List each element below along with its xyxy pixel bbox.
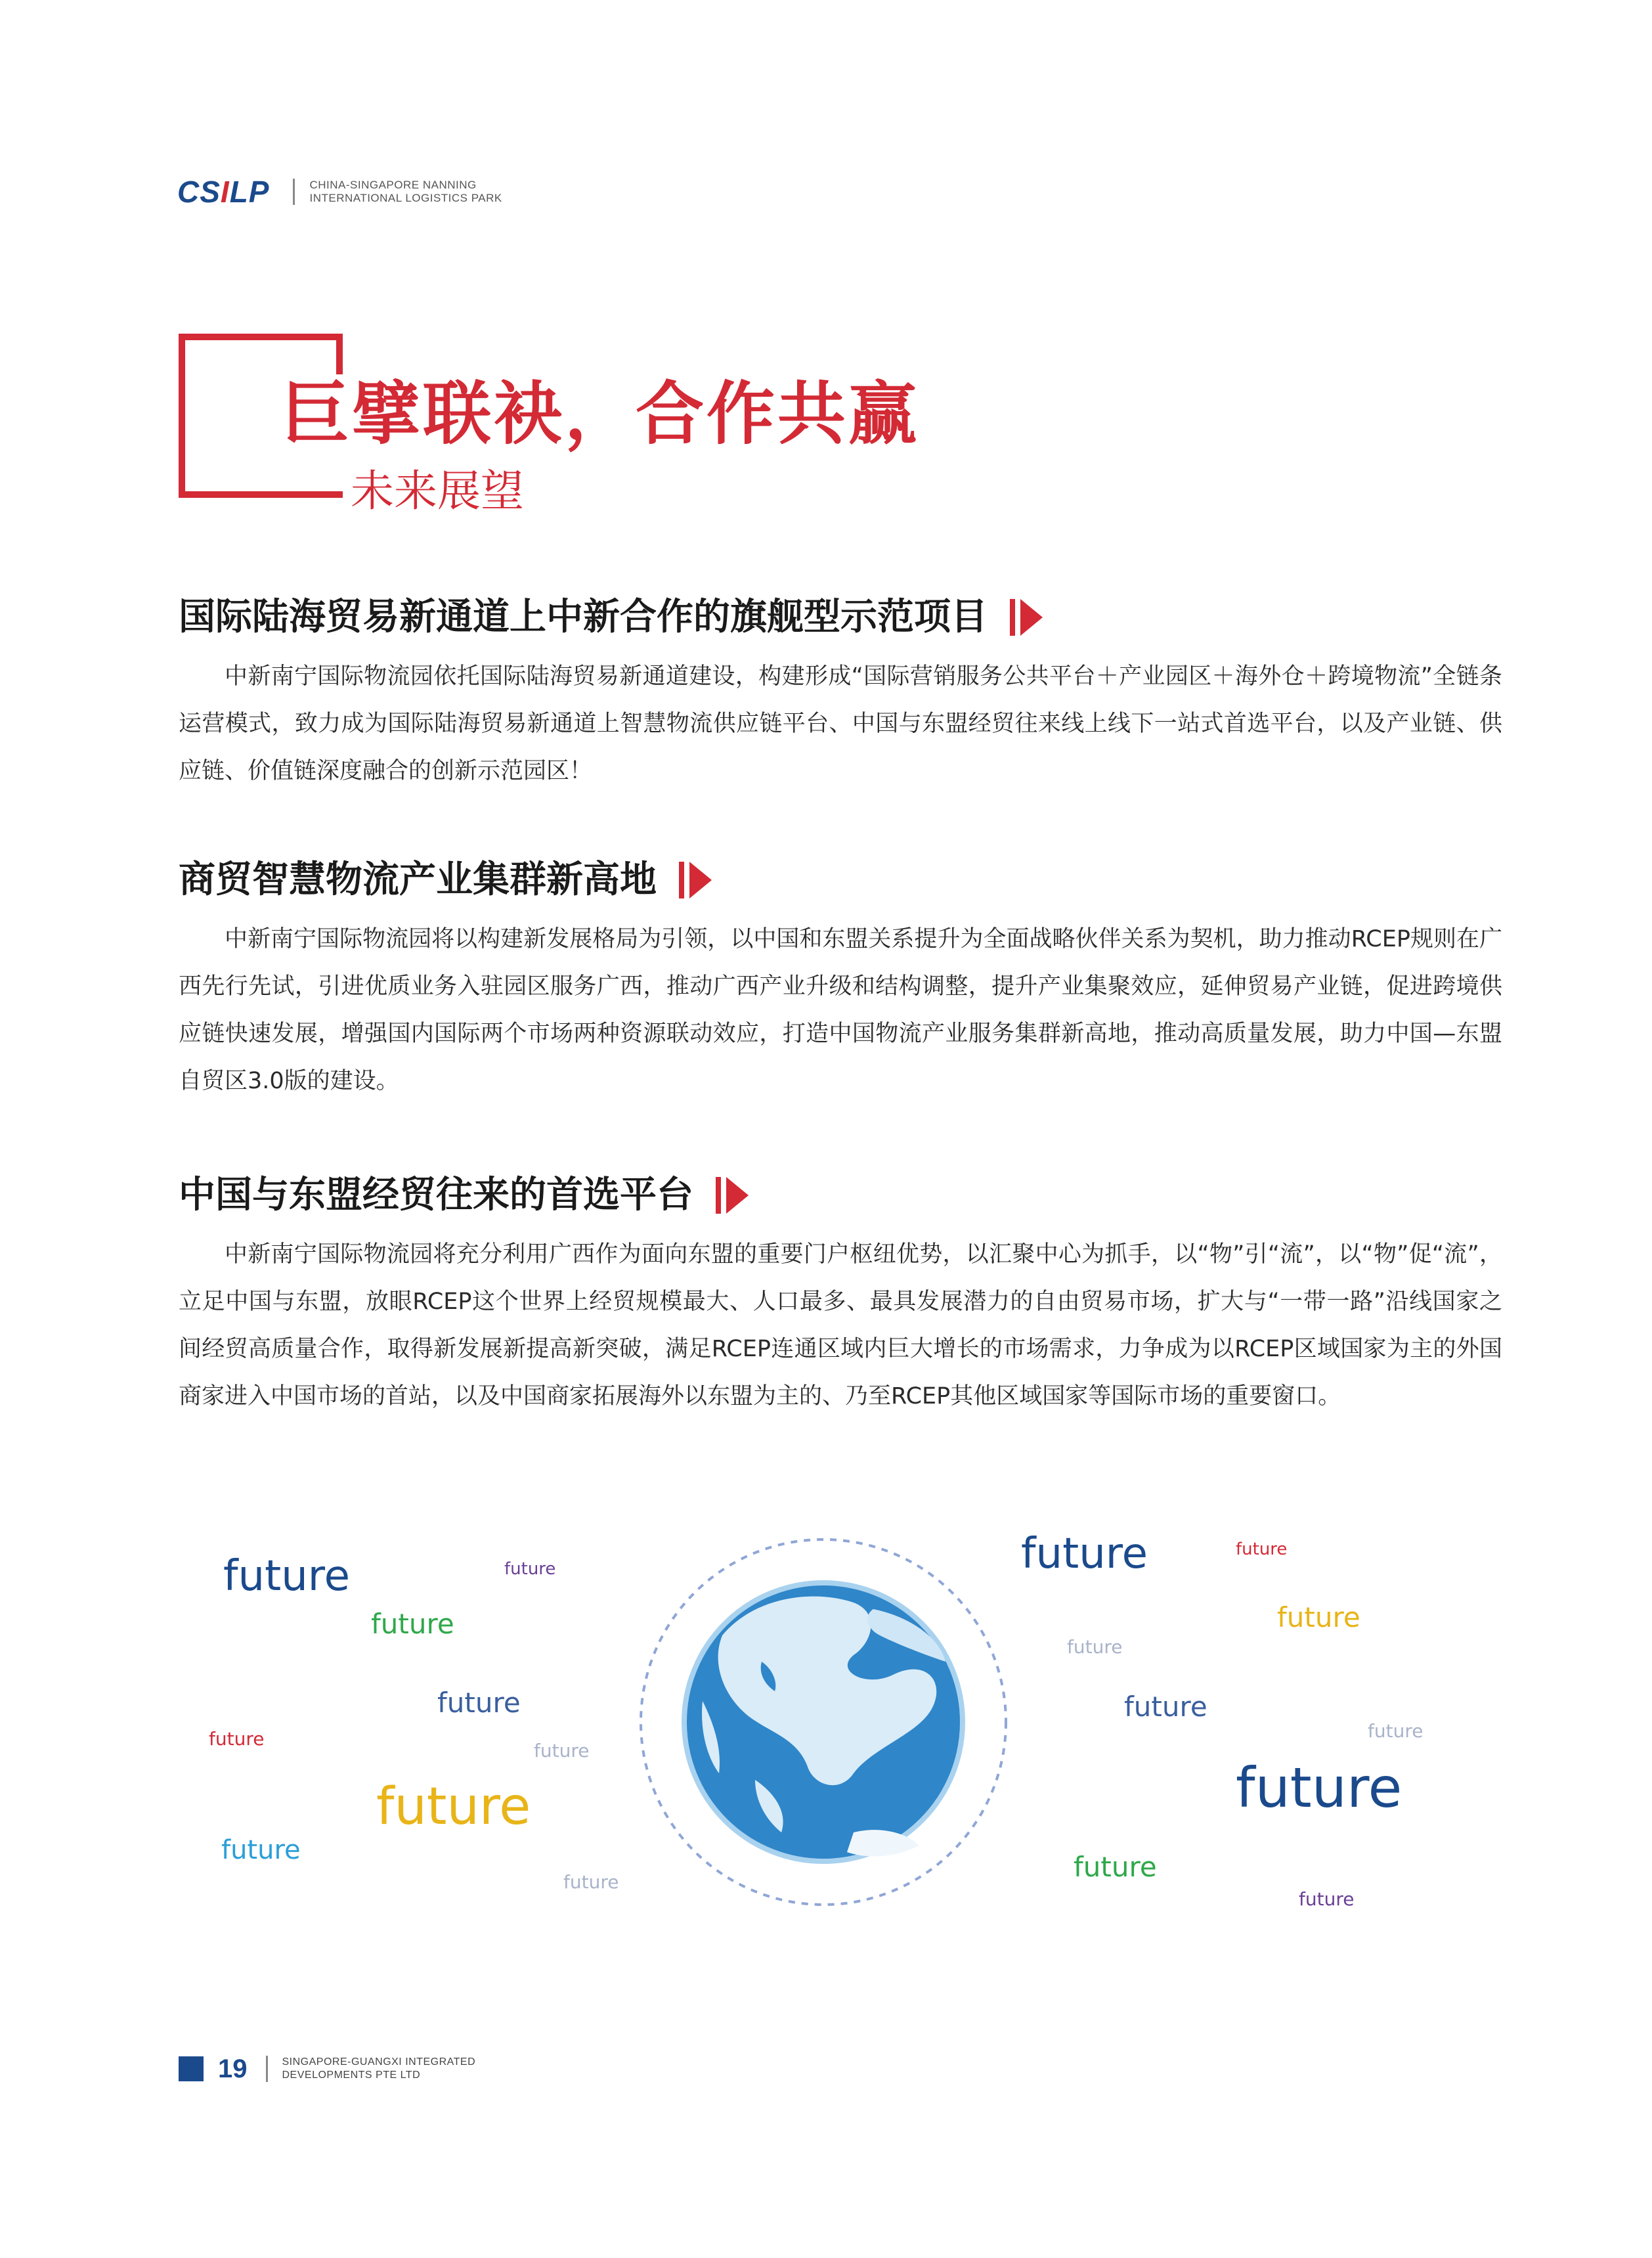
footer-company-line1: SINGAPORE-GUANGXI INTEGRATED bbox=[282, 2056, 476, 2068]
word-future: future bbox=[504, 1559, 556, 1579]
logo-text-suffix: LP bbox=[229, 175, 270, 209]
section-heading bbox=[179, 591, 1502, 644]
section-heading-text: 商贸智慧物流产业集群新高地 bbox=[179, 858, 657, 901]
section-heading-text: 中国与东盟经贸往来的首选平台 bbox=[179, 1174, 693, 1216]
play-arrow-icon bbox=[679, 860, 712, 900]
page-title: 巨擘联袂，合作共赢 bbox=[274, 374, 926, 453]
word-future: future bbox=[221, 1835, 301, 1865]
footer-company bbox=[282, 2056, 476, 2082]
page-footer bbox=[179, 2049, 475, 2089]
page-subtitle: 未来展望 bbox=[344, 465, 531, 518]
word-future: future bbox=[437, 1687, 521, 1719]
word-future: future bbox=[1277, 1601, 1360, 1633]
section-1 bbox=[179, 591, 1502, 795]
section-heading-text: 国际陆海贸易新通道上中新合作的旗舰型示范项目 bbox=[179, 596, 988, 638]
word-future: future bbox=[1368, 1720, 1424, 1742]
header-logo bbox=[177, 172, 502, 211]
word-future: future bbox=[1299, 1888, 1355, 1910]
logo-subtitle-line2: INTERNATIONAL LOGISTICS PARK bbox=[309, 192, 502, 204]
section-body: 中新南宁国际物流园将以构建新发展格局为引领，以中国和东盟关系提升为全面战略伙伴关系为契机，助力推动RCEP规则在广西先行先试，引进优质业务入驻园区服务广西，推动广西产业升级和结构调整，提升产业集聚效应，延伸贸易产业链，促进跨境供应链快速发展，增强国内国际两个市场两种资源联动效应，打造中国物流产业服务集群新高地，推动高质量发展，助力中国—东盟自贸区3.0版的建设。 bbox=[179, 926, 1502, 1094]
play-arrow-icon bbox=[1010, 598, 1043, 637]
logo-wordmark bbox=[177, 174, 269, 210]
section-3 bbox=[179, 1169, 1502, 1420]
word-future: future bbox=[534, 1740, 590, 1761]
word-future: future bbox=[563, 1871, 619, 1893]
page-number: 19 bbox=[218, 2054, 248, 2083]
word-future: future bbox=[223, 1552, 351, 1601]
section-heading bbox=[179, 1169, 1502, 1222]
word-future: future bbox=[1236, 1539, 1288, 1559]
section-2 bbox=[179, 854, 1502, 1105]
section-body: 中新南宁国际物流园将充分利用广西作为面向东盟的重要门户枢纽优势，以汇聚中心为抓手，以“物”引“流”，以“物”促“流”，立足中国与东盟，放眼RCEP这个世界上经贸规模最大、人口最多、最具发展潜力的自由贸易市场，扩大与“一带一路”沿线国家之间经贸高质量合作，取得新发展新提高新突破，满足RCEP连通区域内巨大增长的市场需求，力争成为以RCEP区域国家为主的外国商家进入中国市场的首站，以及中国商家拓展海外以东盟为主的、乃至RCEP其他区域国家等国际市场的重要窗口。 bbox=[179, 1241, 1502, 1409]
footer-divider bbox=[266, 2056, 268, 2082]
logo-text-prefix: CS bbox=[177, 175, 221, 209]
word-future: future bbox=[1124, 1691, 1207, 1723]
word-future: future bbox=[209, 1728, 265, 1750]
word-future: future bbox=[1236, 1756, 1402, 1820]
logo-subtitle-line1: CHINA-SINGAPORE NANNING bbox=[309, 179, 477, 191]
footer-company-line2: DEVELOPMENTS PTE LTD bbox=[282, 2070, 421, 2081]
logo-text-mid: I bbox=[220, 175, 230, 209]
play-arrow-icon bbox=[716, 1176, 749, 1215]
section-body: 中新南宁国际物流园依托国际陆海贸易新通道建设，构建形成“国际营销服务公共平台＋产业园区＋海外仓＋跨境物流”全链条运营模式，致力成为国际陆海贸易新通道上智慧物流供应链平台、中国与东盟经贸往来线上线下一站式首选平台，以及产业链、供应链、价值链深度融合的创新示范园区！ bbox=[179, 663, 1502, 784]
word-future: future bbox=[376, 1777, 531, 1836]
word-future: future bbox=[1021, 1530, 1148, 1578]
word-future: future bbox=[1074, 1851, 1157, 1883]
logo-divider bbox=[293, 179, 295, 205]
word-future: future bbox=[1067, 1636, 1123, 1658]
word-future: future bbox=[371, 1608, 454, 1640]
logo-subtitle bbox=[309, 179, 502, 205]
footer-square-icon bbox=[179, 2056, 204, 2081]
section-heading bbox=[179, 854, 1502, 906]
future-illustration bbox=[0, 1504, 1652, 1964]
